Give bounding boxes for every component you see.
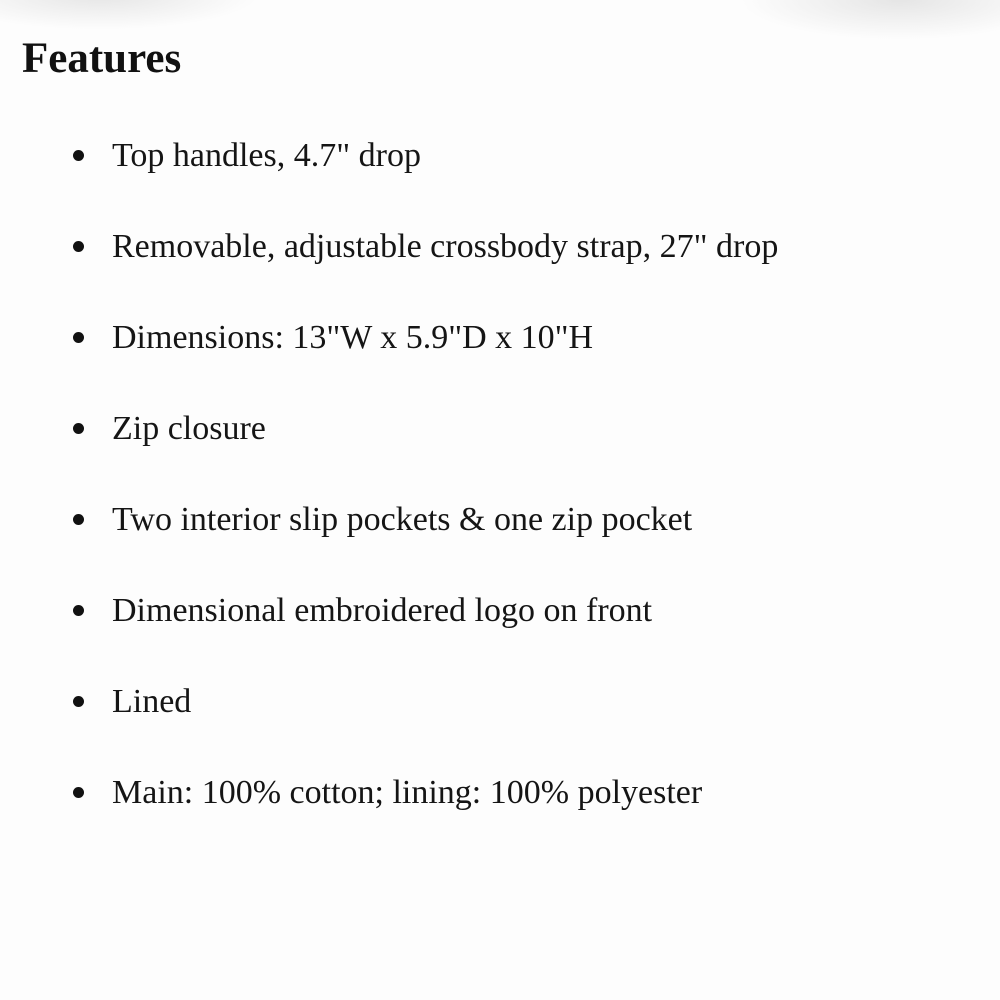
feature-text: Two interior slip pockets & one zip pocket <box>112 501 693 538</box>
bullet-icon <box>73 605 84 616</box>
bullet-icon <box>73 514 84 525</box>
bullet-icon <box>73 241 84 252</box>
feature-text: Dimensions: 13"W x 5.9"D x 10"H <box>112 319 594 356</box>
list-item <box>0 765 778 856</box>
list-item <box>0 492 778 583</box>
bullet-icon <box>73 696 84 707</box>
list-item <box>0 128 778 219</box>
corner-shadow-right <box>740 0 1000 40</box>
feature-text: Removable, adjustable crossbody strap, 27" drop <box>112 228 779 265</box>
bullet-icon <box>73 150 84 161</box>
list-item <box>0 310 778 401</box>
feature-text: Dimensional embroidered logo on front <box>112 592 653 629</box>
bullet-icon <box>73 423 84 434</box>
feature-list <box>0 128 778 856</box>
feature-text: Top handles, 4.7" drop <box>112 137 421 174</box>
feature-text: Lined <box>112 683 192 720</box>
bullet-icon <box>73 787 84 798</box>
corner-shadow-left <box>0 0 260 30</box>
list-item <box>0 674 778 765</box>
list-item <box>0 583 778 674</box>
bullet-icon <box>73 332 84 343</box>
features-heading: Features <box>22 35 182 82</box>
list-item <box>0 401 778 492</box>
list-item <box>0 219 778 310</box>
feature-text: Main: 100% cotton; lining: 100% polyester <box>112 774 703 811</box>
feature-text: Zip closure <box>112 410 266 447</box>
